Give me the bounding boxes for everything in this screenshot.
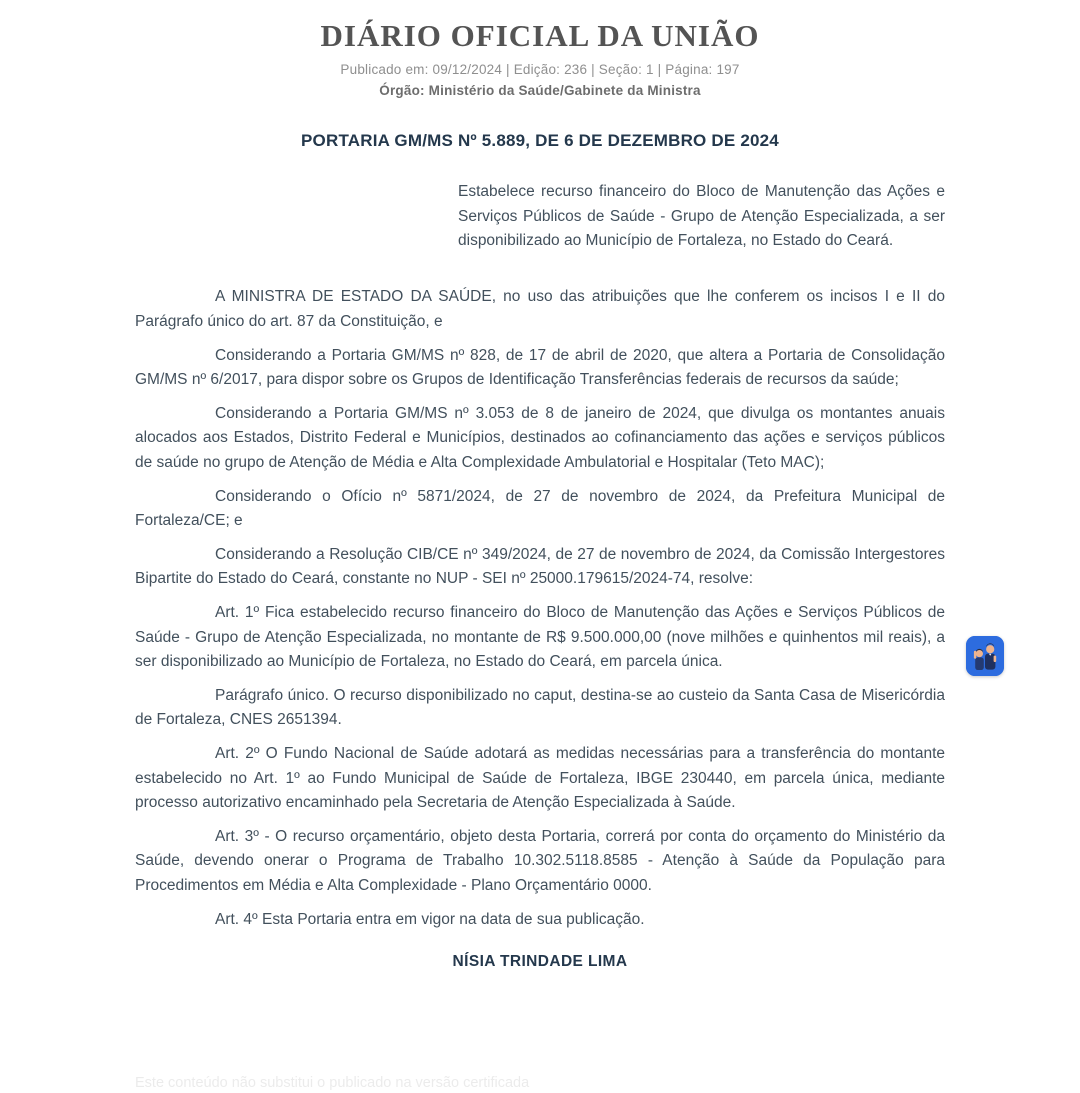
publication-meta-line: Publicado em: 09/12/2024 | Edição: 236 | Seção: 1 | Página: 197	[340, 62, 740, 78]
document-paragraph: Art. 1º Fica estabelecido recurso financeiro do Bloco de Manutenção das Ações e Serviços Públicos de Saúde - Grupo de Atenção Especializada, no montante de R$ 9.500.000,00 (nove milhões e quinhentos mil reais), a ser disponibilizado ao Município de Fortaleza, no Estado do Ceará, em parcela única.	[135, 604, 945, 671]
document-title: PORTARIA GM/MS Nº 5.889, DE 6 DE DEZEMBRO DE 2024	[301, 131, 779, 151]
document-paragraph: Art. 2º O Fundo Nacional de Saúde adotará as medidas necessárias para a transferência do montante estabelecido no Art. 1º ao Fundo Municipal de Saúde de Fortaleza, IBGE 230440, em parcela única, mediante processo autorizativo encaminhado pela Secretaria de Atenção Especializada à Saúde.	[135, 745, 945, 812]
document-paragraph: Art. 3º - O recurso orçamentário, objeto desta Portaria, correrá por conta do orçamento do Ministério da Saúde, devendo onerar o Programa de Trabalho 10.302.5118.8585 - Atenção à Saúde da População para Procedimentos em Média e Alta Complexidade - Plano Orçamentário 0000.	[135, 828, 945, 894]
document-paragraph: A MINISTRA DE ESTADO DA SAÚDE, no uso das atribuições que lhe conferem os incisos I e II do Parágrafo único do art. 87 da Constituição, e	[135, 288, 945, 330]
document-paragraph: Art. 4º Esta Portaria entra em vigor na data de sua publicação.	[215, 910, 645, 928]
document-paragraph: Considerando a Portaria GM/MS nº 828, de 17 de abril de 2020, que altera a Portaria de Consolidação GM/MS nº 6/2017, para dispor sobre os Grupos de Identificação Transferências federais de recursos da saúde;	[135, 346, 945, 389]
organ-line: Órgão: Ministério da Saúde/Gabinete da Ministra	[379, 83, 701, 99]
document-paragraph: Considerando a Resolução CIB/CE nº 349/2024, de 27 de novembro de 2024, da Comissão Intergestores Bipartite do Estado do Ceará, constante no NUP - SEI nº 25000.179615/2024-74, resolve:	[135, 545, 945, 588]
signature-name: NÍSIA TRINDADE LIMA	[452, 953, 628, 971]
vlibras-accessibility-avatars-icon	[966, 636, 1004, 676]
document-summary-ementa: Estabelece recurso financeiro do Bloco de Manutenção das Ações e Serviços Públicos de Saúde - Grupo de Atenção Especializada, a ser disponibilizado ao Município de Fortaleza, no Estado do Ceará.	[458, 183, 945, 249]
masthead	[0, 0, 1080, 98]
document-body	[135, 180, 945, 971]
document-paragraph: Considerando o Ofício nº 5871/2024, de 27 de novembro de 2024, da Prefeitura Municipal de Fortaleza/CE; e	[135, 487, 945, 530]
clipped-footer-line: Este conteúdo não substitui o publicado na versão certificada	[135, 1075, 530, 1091]
document-paragraph: Parágrafo único. O recurso disponibilizado no caput, destina-se ao custeio da Santa Casa de Misericórdia de Fortaleza, CNES 2651394.	[135, 687, 945, 729]
document-paragraph: Considerando a Portaria GM/MS nº 3.053 de 8 de janeiro de 2024, que divulga os montantes anuais alocados aos Estados, Distrito Federal e Municípios, destinados ao cofinanciamento das ações e serviços públicos de saúde no grupo de Atenção de Média e Alta Complexidade Ambulatorial e Hospitalar (Teto MAC);	[135, 404, 945, 471]
masthead-title: DIÁRIO OFICIAL DA UNIÃO	[320, 18, 760, 53]
vlibras-accessibility-widget-button[interactable]	[966, 636, 1004, 676]
document-paragraphs	[135, 285, 945, 932]
